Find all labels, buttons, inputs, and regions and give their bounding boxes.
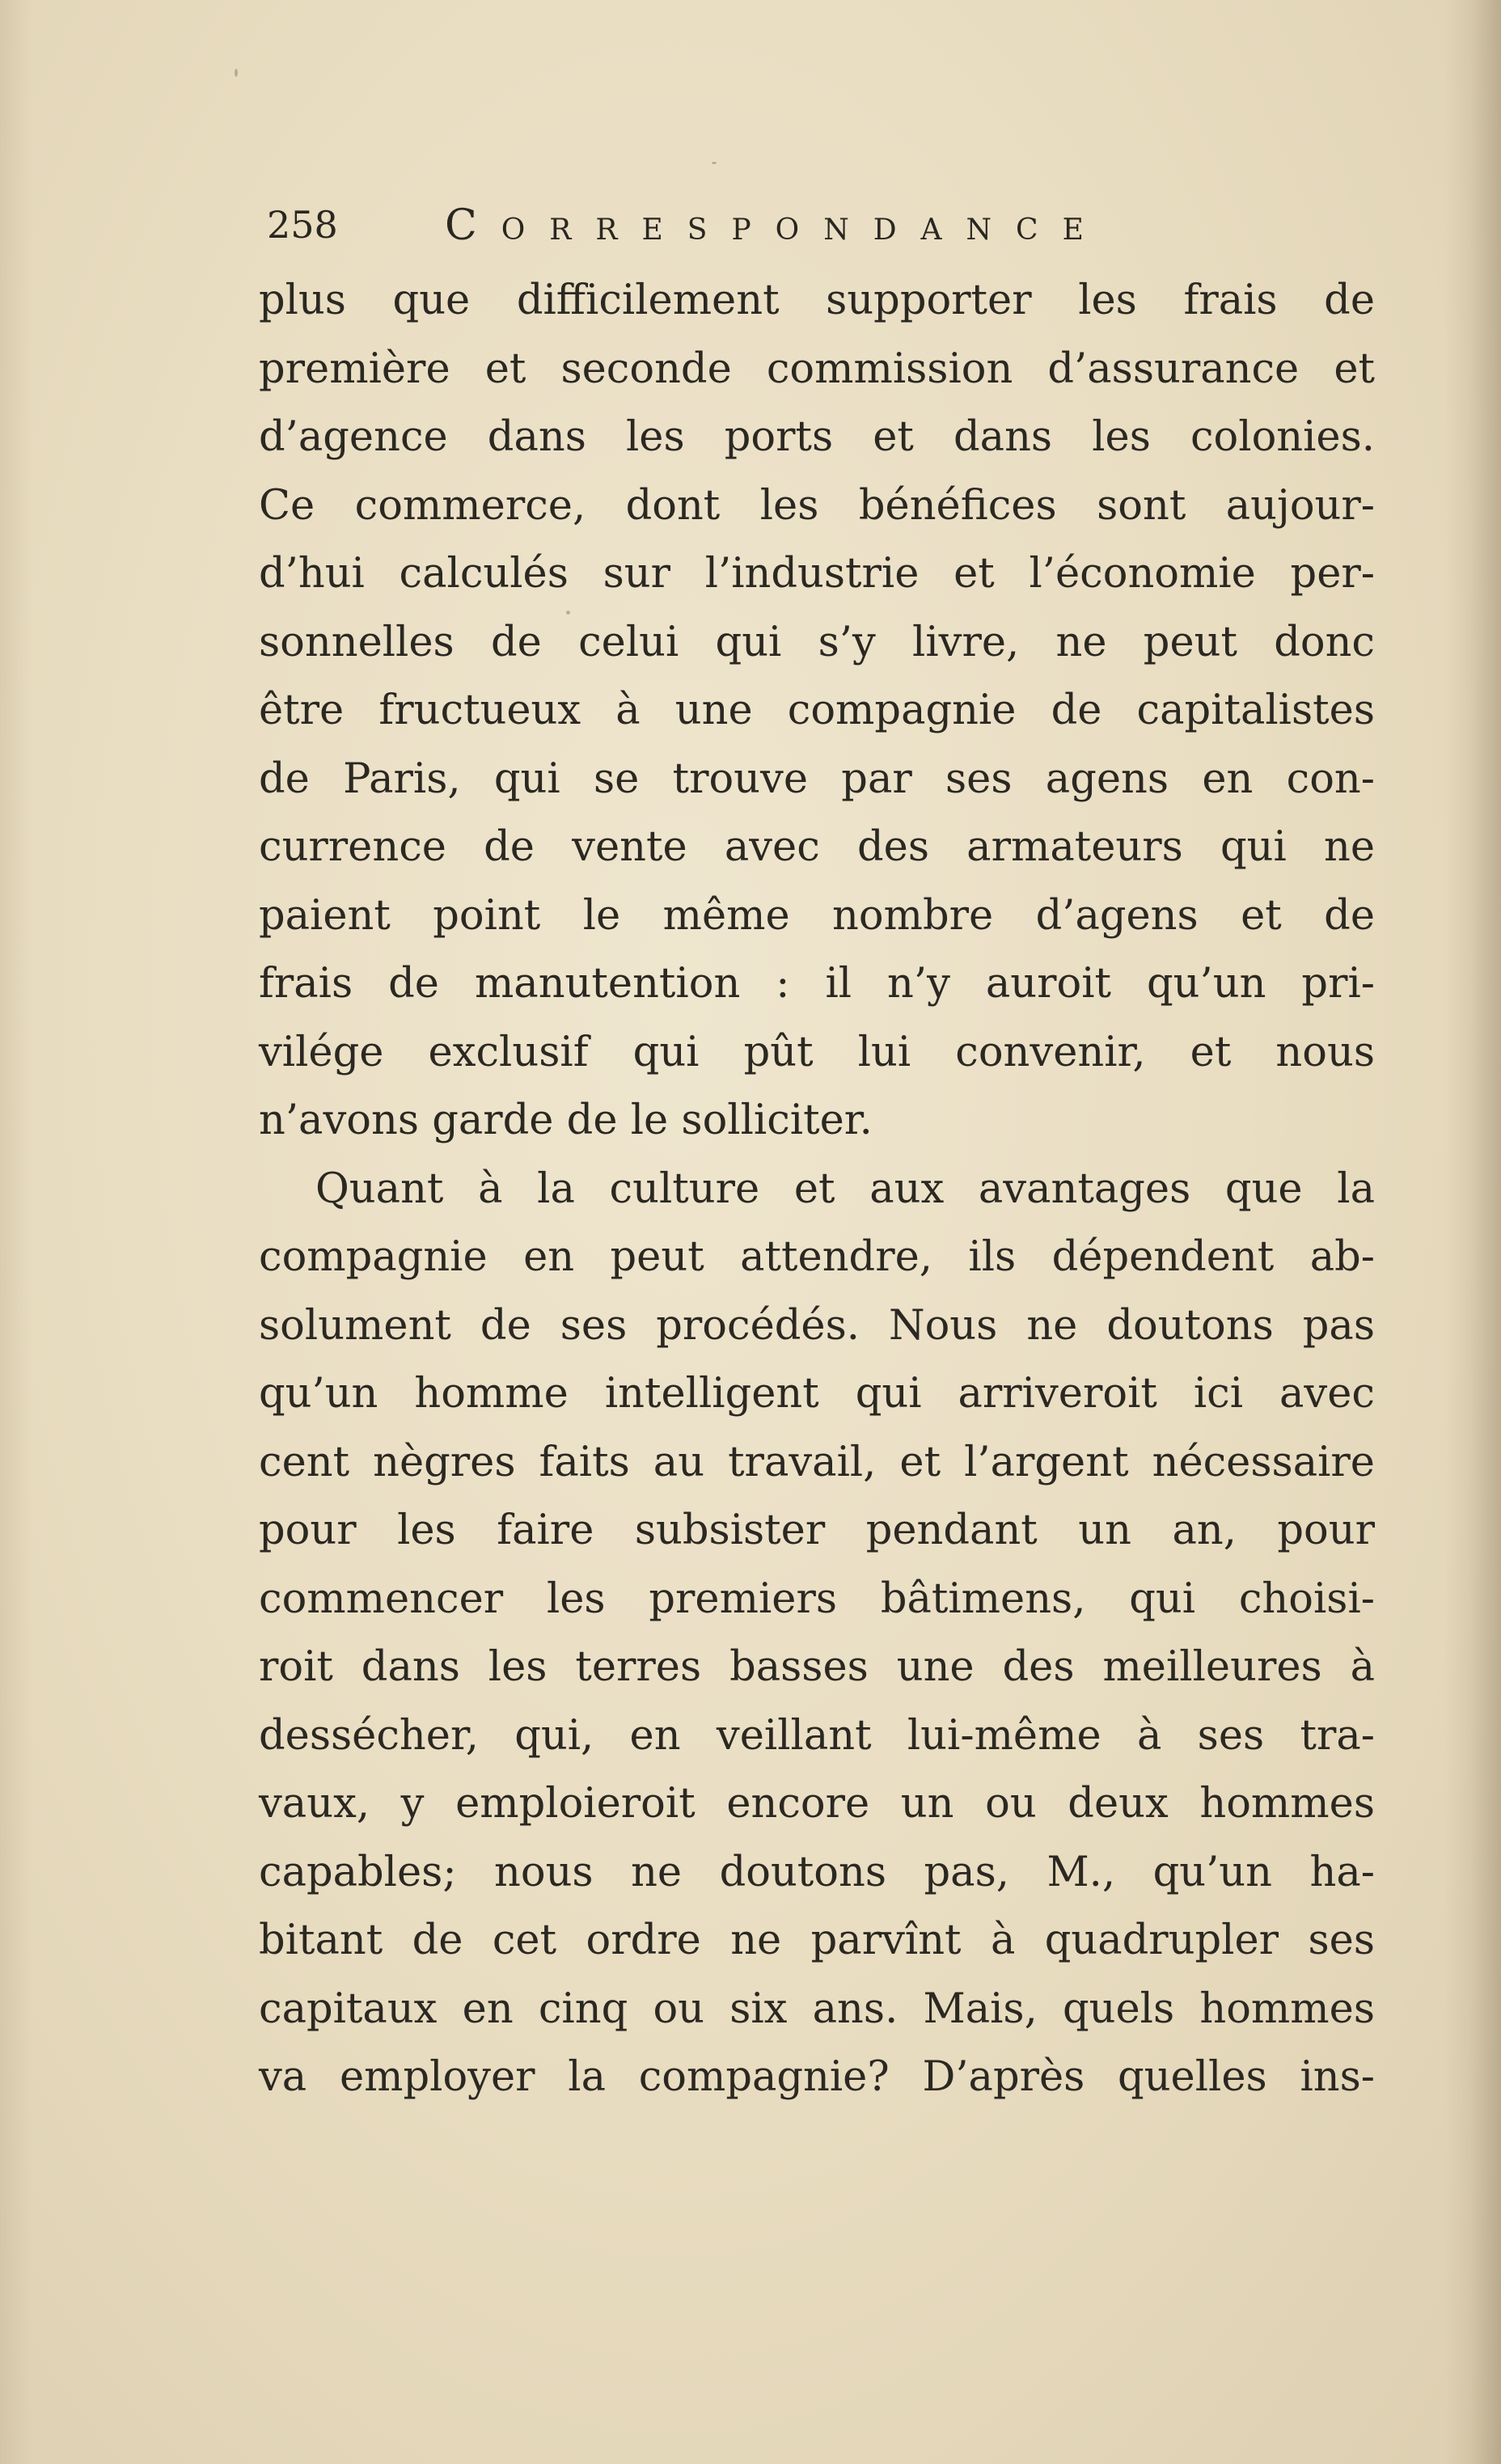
text-line: Ce commerce, dont les bénéfices sont aujour- — [259, 481, 1375, 530]
text-line: d’agence dans les ports et dans les colonies. — [259, 413, 1375, 461]
text-line: sonnelles de celui qui s’y livre, ne peut donc — [259, 618, 1375, 666]
text-line: commencer les premiers bâtimens, qui choisi- — [259, 1574, 1375, 1623]
text-line: roit dans les terres basses une des meilleures à — [259, 1643, 1375, 1691]
page-gutter-shadow — [0, 0, 32, 2464]
text-line: currence de vente avec des armateurs qui ne — [259, 823, 1375, 871]
text-line: va employer la compagnie? D’après quelles ins- — [259, 2053, 1375, 2101]
text-line: paient point le même nombre d’agens et de — [259, 891, 1375, 940]
text-line: dessécher, qui, en veillant lui-même à ses tra- — [259, 1711, 1375, 1760]
text-line: bitant de cet ordre ne parvînt à quadrupler ses — [259, 1917, 1375, 1964]
text-line: capitaux en cinq ou six ans. Mais, quels hommes — [259, 1984, 1375, 2033]
text-line: pour les faire subsister pendant un an, pour — [259, 1507, 1375, 1554]
text-line: frais de manutention : il n’y auroit qu’un pri- — [259, 960, 1375, 1008]
text-line: qu’un homme intelligent qui arriveroit ici avec — [259, 1370, 1375, 1418]
text-line: cent nègres faits au travail, et l’argent nécessaire — [259, 1438, 1375, 1486]
page-header — [267, 201, 1237, 257]
text-line: de Paris, qui se trouve par ses agens en con- — [259, 754, 1375, 803]
text-line: première et seconde commission d’assurance et — [259, 344, 1375, 393]
text-line: compagnie en peut attendre, ils dépendent ab- — [259, 1233, 1375, 1281]
page-edge-shadow — [1444, 0, 1501, 2464]
text-line: plus que difficilement supporter les frais de — [259, 277, 1375, 324]
text-line: solument de ses procédés. Nous ne doutons pas — [259, 1301, 1375, 1350]
page-number: 258 — [267, 203, 338, 247]
running-head: Correspondance — [445, 201, 1108, 250]
paper-speck — [235, 69, 238, 77]
text-line: vilége exclusif qui pût lui convenir, et nous — [259, 1028, 1375, 1076]
text-line: vaux, y emploieroit encore un ou deux hommes — [259, 1780, 1375, 1828]
text-line: n’avons garde de le solliciter. — [259, 1097, 873, 1144]
body-text — [259, 267, 1375, 2112]
paper-speck — [712, 162, 717, 164]
text-line: être fructueux à une compagnie de capitalistes — [259, 687, 1375, 734]
text-line: d’hui calculés sur l’industrie et l’économie per- — [259, 550, 1375, 598]
paragraph-first-line: Quant à la culture et aux avantages que la — [315, 1164, 1375, 1213]
text-line: capables; nous ne doutons pas, M., qu’un ha- — [259, 1848, 1375, 1896]
